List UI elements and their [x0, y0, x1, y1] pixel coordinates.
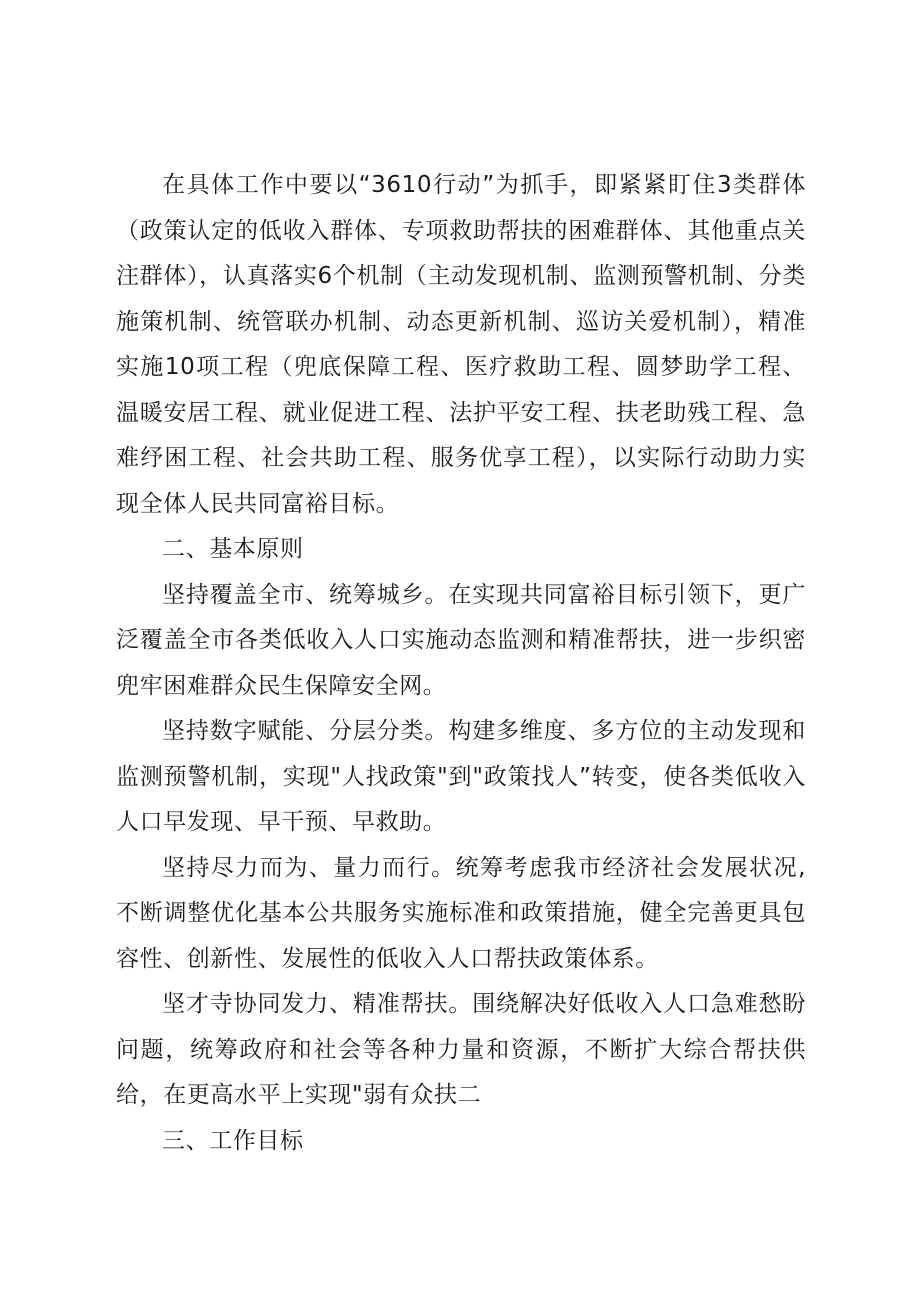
paragraph-principle-coverage: 坚持覆盖全市、统筹城乡。在实现共同富裕目标引领下，更广泛覆盖全市各类低收入人口实施动态监测和精准帮扶，进一步织密兜牢困难群众民生保障安全网。: [116, 581, 806, 699]
document-body: [116, 163, 806, 1164]
paragraph-principle-digital: 坚持数字赋能、分层分类。构建多维度、多方位的主动发现和监测预警机制，实现"人找政策"到"政策找人”转变，使各类低收入人口早发现、早干预、早救助。: [116, 718, 806, 835]
paragraph-principle-capacity: 坚持尽力而为、量力而行。统筹考虑我市经济社会发展状况,不断调整优化基本公共服务实施标准和政策措施，健全完善更具包容性、创新性、发展性的低收入人口帮扶政策体系。: [116, 854, 806, 972]
section-heading-goals: 三、工作目标: [162, 1127, 304, 1154]
paragraph-overview: 在具体工作中要以“3610行动”为抓手，即紧紧盯住3类群体（政策认定的低收入群体、专项救助帮扶的困难群体、其他重点关注群体），认真落实6个机制（主动发现机制、监测预警机制、分类施策机制、统管联办机制、动态更新机制、巡访关爱机制），精准实施10项工程（兜底保障工程、医疗救助工程、圆梦助学工程、温暖安居工程、就业促进工程、法护平安工程、扶老助残工程、急难纾困工程、社会共助工程、服务优享工程），以实际行动助力实现全体人民共同富裕目标。: [116, 172, 806, 517]
paragraph-principle-coordination: 坚才寺协同发力、精准帮扶。围绕解决好低收入人口急难愁盼问题，统筹政府和社会等各种力量和资源，不断扩大综合帮扶供给，在更高水平上实现"弱有众扶二: [116, 991, 806, 1108]
section-heading-principles: 二、基本原则: [162, 536, 304, 562]
